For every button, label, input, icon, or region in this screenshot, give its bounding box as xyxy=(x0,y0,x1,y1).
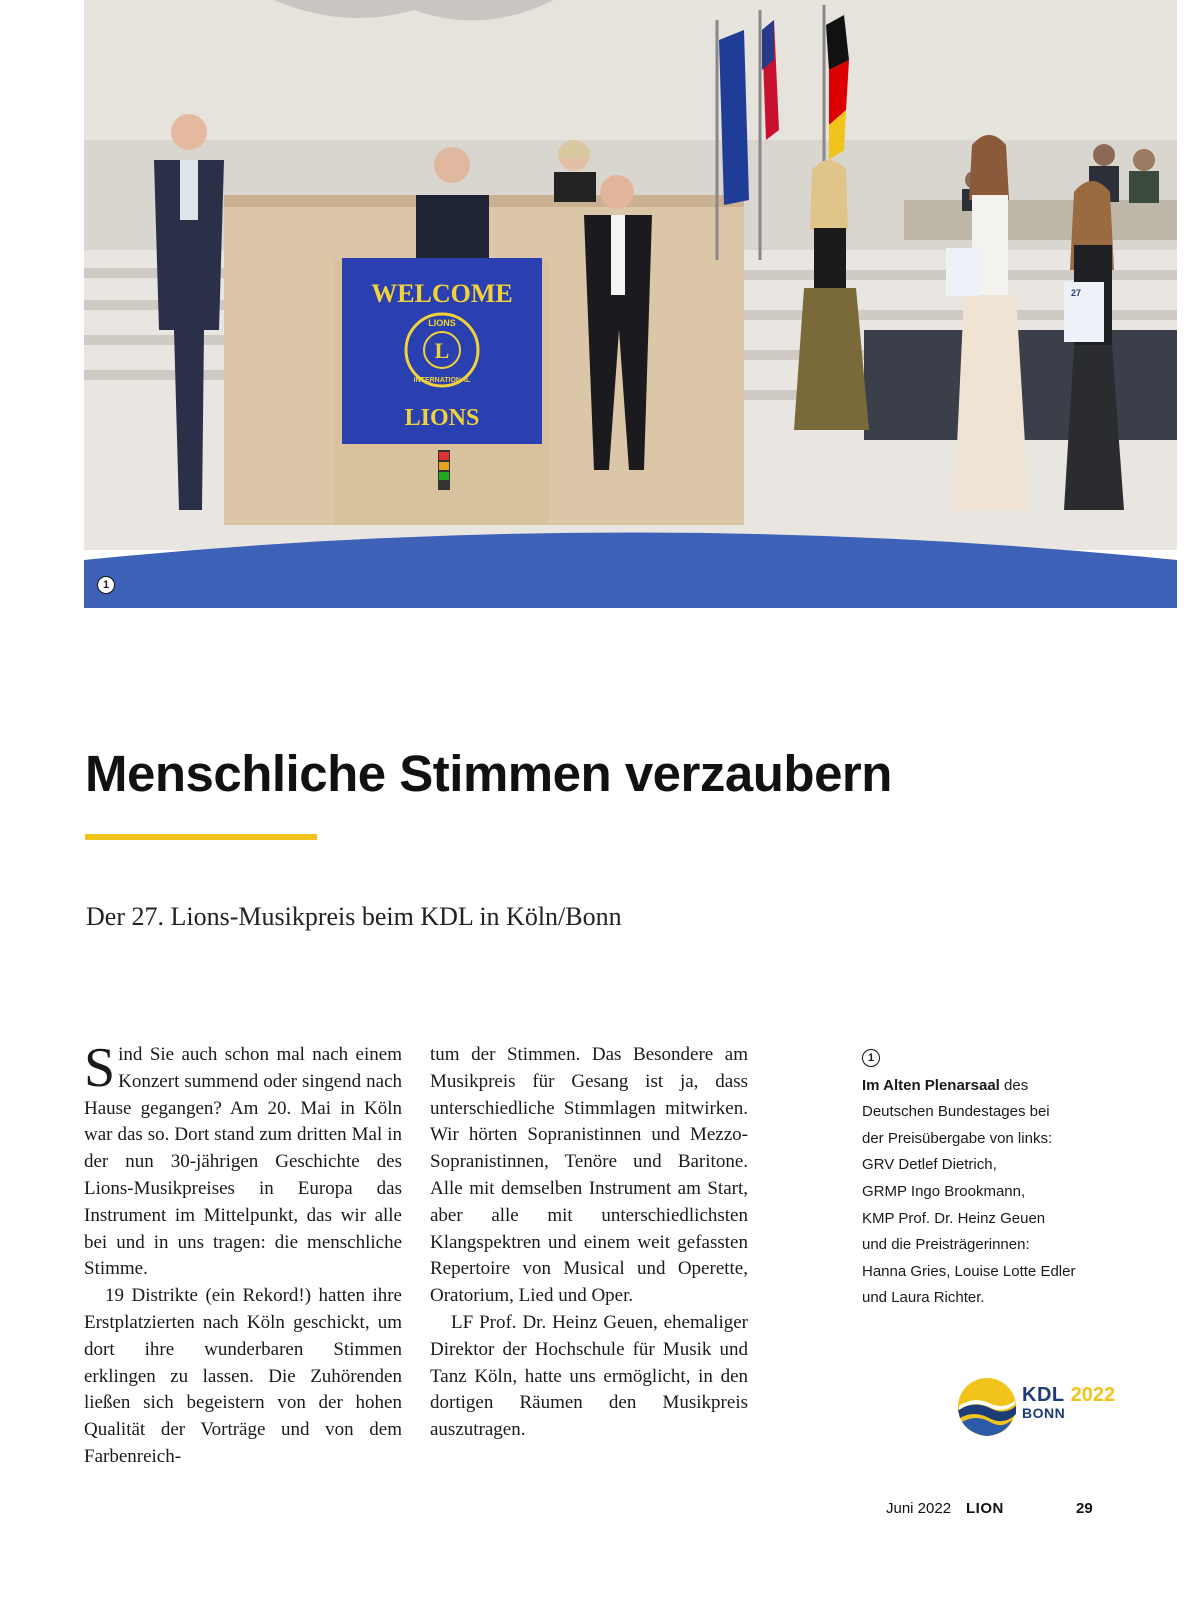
magazine-name: LION xyxy=(966,1500,1004,1517)
body-column-1 xyxy=(84,1037,402,1471)
caption-line: und Laura Richter. xyxy=(862,1289,985,1307)
banner-emblem-letter: L xyxy=(434,338,450,363)
body-column-2 xyxy=(430,1042,748,1444)
kdl-bonn-logo xyxy=(956,1376,1126,1438)
photo-number-badge: 1 xyxy=(97,576,115,594)
paragraph-1-text: ind Sie auch schon mal nach einem Konzert summend oder singend nach Hause gegangen? Am 20. Mai in Köln war das so. Dort stand zum dritten Mal in der nun 30-jährigen Geschichte des Lions-Musikpreises in Europa das Instrument im Mittelpunkt, das wir alle bei und in uns tragen: die menschliche Stimme. xyxy=(84,1044,402,1280)
caption-line: Hanna Gries, Louise Lotte Edler xyxy=(862,1262,1076,1280)
paragraph-1 xyxy=(84,1037,402,1283)
kdl-wave-icon xyxy=(956,1376,1018,1438)
article-subheadline: Der 27. Lions-Musikpreis beim KDL in Köln/Bonn xyxy=(86,902,622,931)
paragraph-3: tum der Stimmen. Das Besondere am Musikpreis für Gesang ist ja, dass unterschiedliche Stimmlagen mitwirken. Wir hörten Sopranistinnen und Mezzo-Sopranistinnen, Tenöre und Baritone. Alle mit demselben Instrument am Start, aber alle mit unterschiedlichsten Klangspektren und einem weit gefassten Repertoire von Musical und Operette, Oratorium, Lied und Oper. xyxy=(430,1044,748,1307)
certificate-number: 27 xyxy=(1071,288,1082,298)
paragraph-2: 19 Distrikte (ein Rekord!) hatten ihre Erstplatzierten nach Köln geschickt, um dort ihre wunderbaren Stimmen erklingen zu lassen. Die Zuhörenden ließen sich begeistern von der hohen Qualität der Vorträge und von dem Farbenreich- xyxy=(84,1285,402,1467)
kdl-logo-year: 2022 xyxy=(1070,1384,1116,1406)
caption-line: KMP Prof. Dr. Heinz Geuen xyxy=(862,1209,1046,1227)
kdl-logo-name: KDL xyxy=(1022,1384,1065,1406)
plenary-hall-scene xyxy=(84,0,1177,608)
article-headline: Menschliche Stimmen verzaubern xyxy=(85,745,892,802)
page-number: 29 xyxy=(1076,1500,1093,1517)
kdl-logo-city: BONN xyxy=(1022,1405,1066,1421)
caption-bold-lead: Im Alten Plenarsaal xyxy=(862,1076,1000,1094)
caption-line: GRMP Ingo Brookmann, xyxy=(862,1182,1026,1200)
caption-number-badge: 1 xyxy=(862,1049,880,1067)
drop-cap: S xyxy=(84,1037,116,1099)
banner-ring-bottom-text: INTERNATIONAL xyxy=(413,377,471,384)
yellow-accent-rule xyxy=(85,834,317,840)
banner-welcome-text: WELCOME xyxy=(371,279,513,308)
issue-date: Juni 2022 xyxy=(886,1500,952,1517)
caption-line: Deutschen Bundestages bei xyxy=(862,1103,1050,1121)
caption-line: der Preisübergabe von links: xyxy=(862,1129,1053,1147)
photo-caption xyxy=(862,1046,1112,1312)
caption-line: und die Preisträgerinnen: xyxy=(862,1236,1030,1254)
caption-line: des xyxy=(999,1076,1029,1094)
hero-photo xyxy=(84,0,1177,608)
paragraph-4: LF Prof. Dr. Heinz Geuen, ehemaliger Direktor der Hochschule für Musik und Tanz Köln, hatte uns ermöglicht, in den dortigen Räumen den Musikpreis auszutragen. xyxy=(430,1311,748,1441)
banner-ring-text: LIONS xyxy=(428,318,456,328)
caption-line: GRV Detlef Dietrich, xyxy=(862,1156,997,1174)
banner-lions-text: LIONS xyxy=(404,405,480,431)
